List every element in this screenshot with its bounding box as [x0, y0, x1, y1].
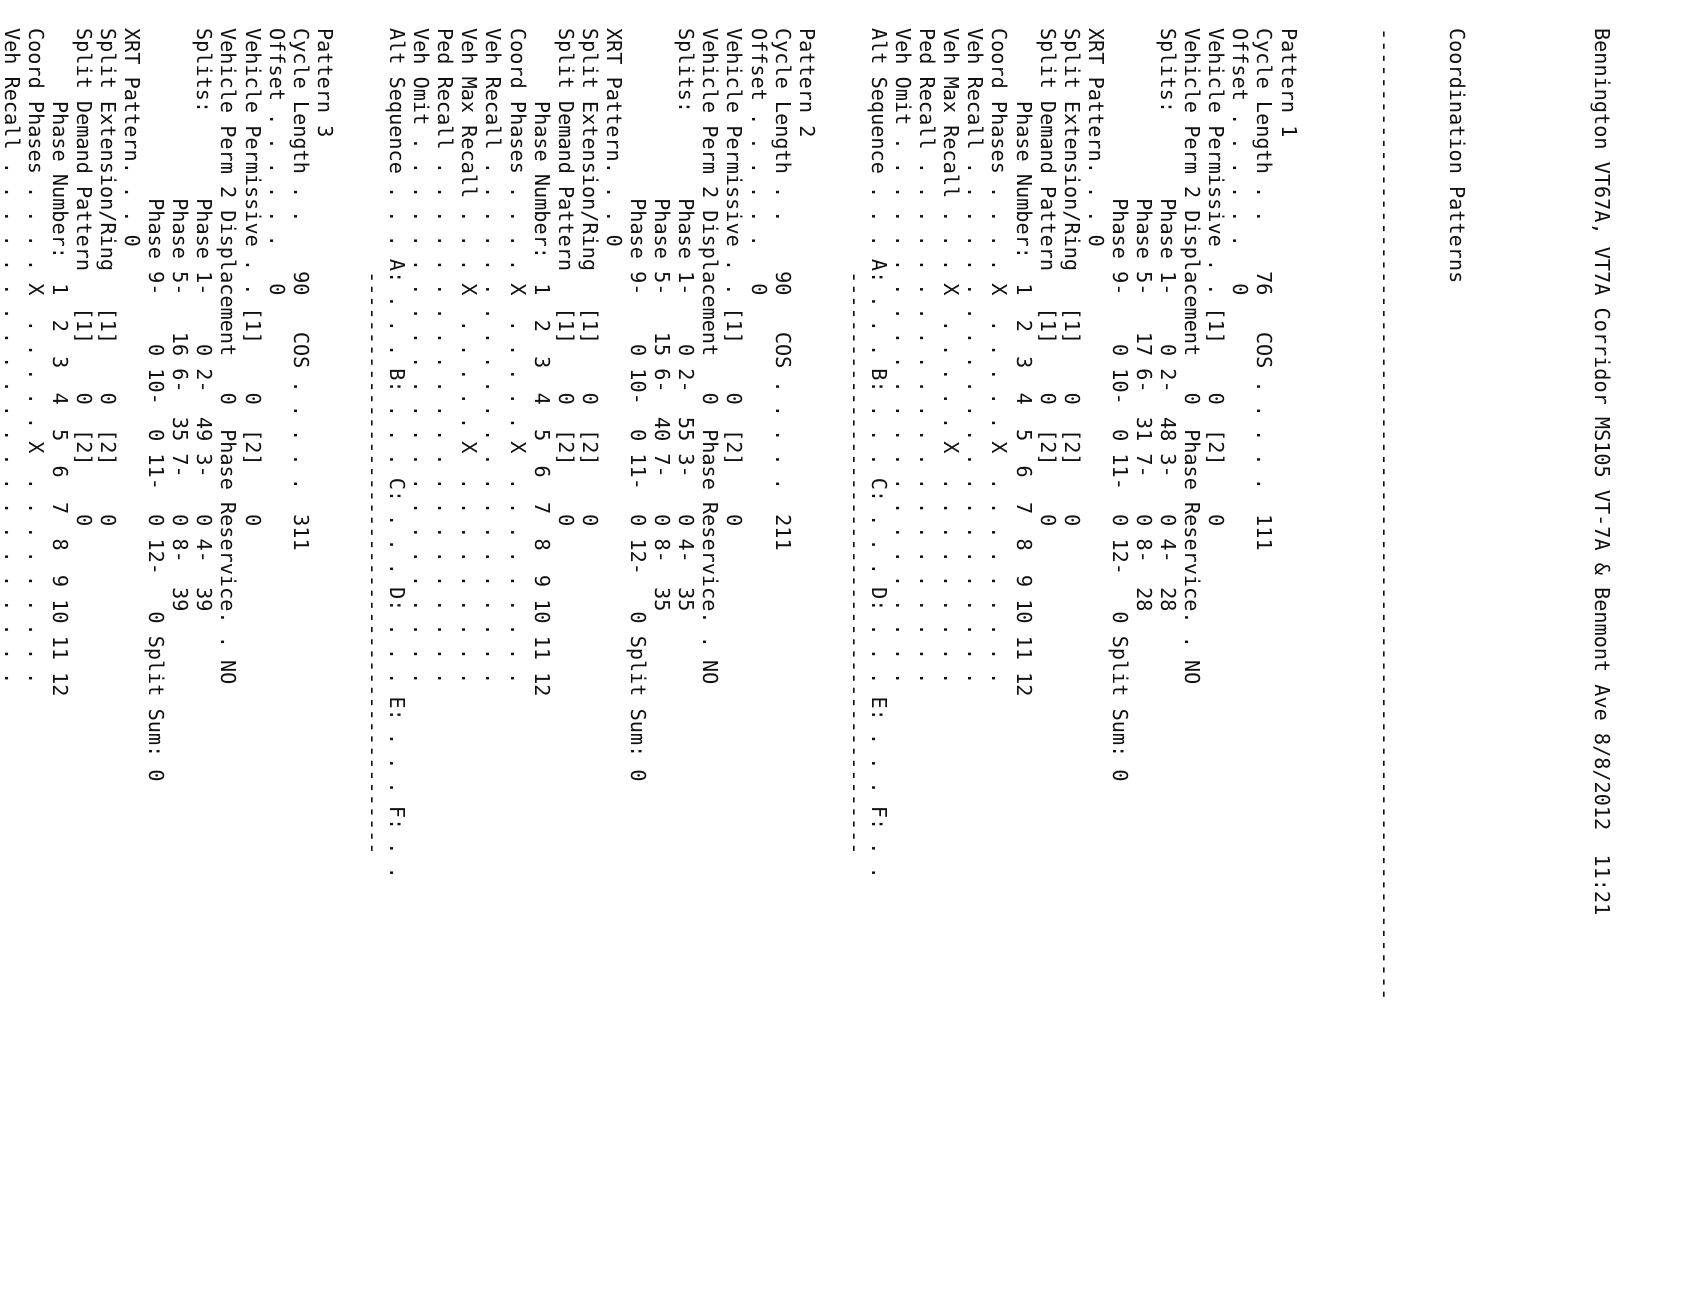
pattern-line: Split Extension/Ring [1] 0 [2] 0 — [1059, 28, 1084, 527]
pattern-line: Split Demand Pattern [1] 0 [2] 0 — [71, 28, 96, 527]
pattern-line: Phase 9- 0 10- 0 11- 0 12- 0 Split Sum: 0 — [144, 28, 169, 782]
pattern-line: Veh Recall . . . . . . . . . . . . . . . . . . . . . . — [963, 28, 988, 685]
pattern-line: Coord Phases . . . . X . . . . . X . . . . . . . . . — [987, 28, 1012, 685]
pattern-line: Splits: Phase 1- 0 2- 55 3- 0 4- 35 — [674, 28, 699, 612]
pattern-line: Ped Recall . . . . . . . . . . . . . . . . . . . . . . — [433, 28, 458, 685]
pattern-line: XRT Pattern. . . 0 — [1083, 28, 1108, 247]
pattern-line: Vehicle Permissive . . [1] 0 [2] 0 — [240, 28, 265, 527]
pattern-line: Phase 9- 0 10- 0 11- 0 12- 0 Split Sum: 0 — [1107, 28, 1132, 782]
pattern-line: ------------------------------------------------ — [361, 28, 386, 855]
pattern-line: Vehicle Perm 2 Displacement 0 Phase Reservice. . NO — [216, 28, 241, 685]
pattern-line: Splits: Phase 1- 0 2- 48 3- 0 4- 28 — [1156, 28, 1181, 612]
pattern-line: Cycle Length . . 90 COS . . . . . 311 — [288, 28, 313, 551]
pattern-line: Offset . . . . . . 0 — [746, 28, 771, 296]
pattern-title: Pattern 2 — [794, 28, 819, 138]
pattern-line: Cycle Length . . 90 COS . . . . . 211 — [770, 28, 795, 551]
pattern-block — [361, 28, 843, 1000]
pattern-line: Coord Phases . . . . X . . . . . X . . . . . . . . . — [23, 28, 48, 685]
pattern-line: Alt Sequence . . . A: . . . B: . . . C: . . . D: . . . E: . . . F: . . — [867, 28, 891, 879]
pattern-line: Veh Max Recall . . . X . . . . . X . . . . . . . . . — [939, 28, 964, 685]
pattern-line: Phase 9- 0 10- 0 11- 0 12- 0 Split Sum: 0 — [626, 28, 651, 782]
pattern-line: Split Extension/Ring [1] 0 [2] 0 — [96, 28, 120, 527]
patterns-container — [0, 28, 1325, 1000]
pattern-line: Splits: Phase 1- 0 2- 49 3- 0 4- 39 — [192, 28, 217, 612]
report-title: Bennington VT67A, VT7A Corridor MS105 VT-7A & Benmont Ave 8/8/2012 11:21 — [1589, 28, 1614, 916]
pattern-line: Veh Omit . . . . . . . . . . . . . . . . . . . . . . . — [409, 28, 434, 685]
pattern-line: XRT Pattern. . . 0 — [601, 28, 626, 247]
pattern-line: XRT Pattern. . . 0 — [120, 28, 145, 247]
pattern-line: Veh Max Recall . . . X . . . . . X . . . . . . . . . — [457, 28, 482, 685]
pattern-block — [843, 28, 1325, 1000]
pattern-line: Offset . . . . . . 0 — [264, 28, 289, 296]
pattern-title: Pattern 1 — [1276, 28, 1301, 138]
document-body — [0, 28, 1662, 1000]
pattern-line: Split Demand Pattern [1] 0 [2] 0 — [553, 28, 578, 527]
pattern-line: Ped Recall . . . . . . . . . . . . . . . . . . . . . . — [915, 28, 940, 685]
section-rule: -------------------------------------------------------------------------------- — [1372, 28, 1397, 1001]
spacer — [337, 28, 361, 1000]
pattern-line: Phase Number: 1 2 3 4 5 6 7 8 9 10 11 12 — [529, 28, 554, 697]
pattern-line: Vehicle Perm 2 Displacement 0 Phase Reservice. . NO — [1180, 28, 1205, 685]
pattern-line: Veh Recall . . . . . . . . . . . . . . . . . . . . . . — [481, 28, 506, 685]
pattern-line: Coord Phases . . . . X . . . . . X . . . . . . . . . — [505, 28, 530, 685]
pattern-line: ------------------------------------------------ — [842, 28, 867, 855]
pattern-line: Alt Sequence . . . A: . . . B: . . . C: . . . D: . . . E: . . . F: . . — [385, 28, 410, 879]
pattern-block — [0, 28, 361, 1000]
pattern-line: Veh Recall . . . . . . . . . . . . . . . . . . . . . . — [0, 28, 24, 685]
pattern-line: Phase 5- 16 6- 35 7- 0 8- 39 — [168, 28, 193, 612]
pattern-line: Phase Number: 1 2 3 4 5 6 7 8 9 10 11 12 — [1011, 28, 1036, 697]
pattern-line: Phase 5- 17 6- 31 7- 0 8- 28 — [1132, 28, 1157, 612]
pattern-line: Split Demand Pattern [1] 0 [2] 0 — [1035, 28, 1060, 527]
pattern-line: Offset . . . . . . 0 — [1228, 28, 1253, 296]
spacer — [819, 28, 843, 1000]
pattern-line: Vehicle Perm 2 Displacement 0 Phase Reservice. . NO — [698, 28, 723, 685]
pattern-line: Vehicle Permissive . . [1] 0 [2] 0 — [722, 28, 747, 527]
spacer — [1517, 28, 1541, 1000]
pattern-line: Vehicle Permissive . . [1] 0 [2] 0 — [1204, 28, 1229, 527]
spacer — [1301, 28, 1325, 1000]
pattern-title: Pattern 3 — [312, 28, 337, 138]
pattern-line: Veh Omit . . . . . . . . . . . . . . . . . . . . . . . — [891, 28, 916, 685]
pattern-line: Cycle Length . . 76 COS . . . . . 111 — [1252, 28, 1277, 551]
section-heading: Coordination Patterns — [1445, 28, 1470, 284]
pattern-line: Split Extension/Ring [1] 0 [2] 0 — [577, 28, 602, 527]
pattern-line: Phase 5- 15 6- 40 7- 0 8- 35 — [650, 28, 675, 612]
pattern-line: Phase Number: 1 2 3 4 5 6 7 8 9 10 11 12 — [47, 28, 72, 697]
